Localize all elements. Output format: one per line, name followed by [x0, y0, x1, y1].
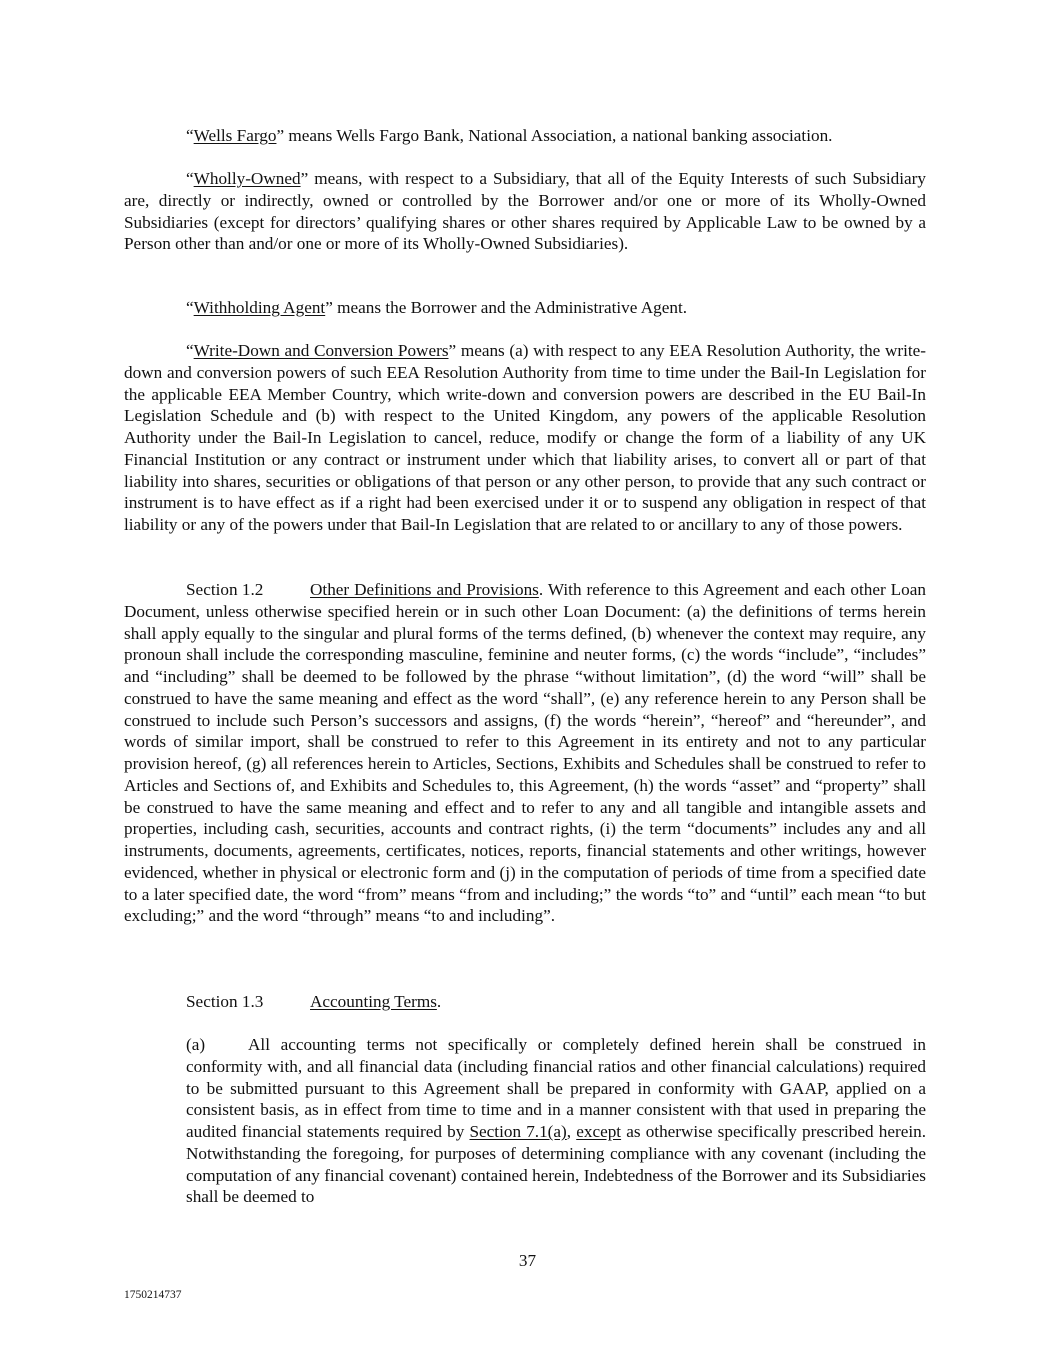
defined-term: Wholly-Owned: [193, 169, 301, 188]
section-title-suffix: .: [436, 992, 442, 1011]
section-text: . With reference to this Agreement and each other Loan Document, unless otherwise specified herein or in such other Loan Document: (a) the definitions of terms herein shall apply equally to the singular and plural forms of the terms defined, (b) whenever the context may require, any pronoun shall include the corresponding masculine, feminine and neuter forms, (c) the words “include”, “includes” and “including” shall be deemed to be followed by the phrase “without limitation”, (d) the word “will” shall be construed to have the same meaning and effect as the word “shall”, (e) any reference herein to any Person shall be construed to include such Person’s successors and assigns, (f) the words “herein”, “hereof” and “hereunder”, and words of similar import, shall be construed to refer to this Agreement in its entirety and not to any particular provision hereof, (g) all references herein to Articles, Sections, Exhibits and Schedules shall be construed to refer to Articles and Sections of, and Exhibits and Schedules to, this Agreement, (h) the words “asset” and “property” shall be construed to have the same meaning and effect and to refer to any and all tangible and intangible assets and properties, including cash, securities, accounts and contract rights, (i) the term “documents” includes any and all instruments, documents, agreements, certificates, notices, reports, financial statements and other writings, however evidenced, whether in physical or electronic form and (j) in the computation of periods of time from a specified date to a later specified date, the word “from” means “from and including;” the words “to” and “until” each mean “to but excluding;” and the word “through” means “to and including”.: [124, 580, 926, 926]
defined-term: Withholding Agent: [193, 298, 326, 317]
subsection-text-continued: as otherwise specifically prescribed herein. Notwithstanding the foregoing, for purposes of determining compliance with any covenant (including the computation of any financial covenant) contained herein, Indebtedness of the Borrower and its Subsidiaries shall be deemed to: [186, 1122, 927, 1207]
section-title: Accounting Terms: [310, 992, 437, 1011]
definition-text: means the Borrower and the Administrative Agent.: [332, 298, 688, 317]
definition-write-down-powers: “Write-Down and Conversion Powers” means (a) with respect to any EEA Resolution Authority, the write-down and conversion powers of such EEA Resolution Authority from time to time under the Bail-In Legislation for the applicable EEA Member Country, which write-down and conversion powers are described in the EU Bail-In Legislation Schedule and (b) with respect to the United Kingdom, any powers of the applicable Resolution Authority under the Bail-In Legislation to cancel, reduce, modify or change the form of a liability of any UK Financial Institution or any contract or instrument under which that liability arises, to convert all or part of that liability into shares, securities or obligations of that person or any other person, to provide that any such contract or instrument is to have effect as if a right had been exercised under it or to suspend any obligation in respect of that liability or any of the powers under that Bail-In Legislation that are related to or ancillary to any of those powers.: [124, 341, 926, 534]
subsection-text: All accounting terms not specifically or completely defined herein shall be construed in conformity with, and all financial data (including financial ratios and other financial calculations) required to be submitted pursuant to this Agreement shall be prepared in conformity with GAAP, applied on a consistent basis, as in effect from time to time and in a manner consistent with that used in preparing the audited financial statements required by: [186, 1035, 926, 1141]
section-number: Section 1.2: [186, 580, 264, 599]
defined-term: Wells Fargo: [193, 126, 277, 145]
section-title: Other Definitions and Provisions: [310, 580, 539, 599]
section-1-2: [124, 579, 926, 927]
section-number: Section 1.3: [186, 992, 264, 1011]
subsection-label: (a): [186, 1035, 206, 1054]
definition-wells-fargo: “Wells Fargo” means Wells Fargo Bank, National Association, a national banking association.: [186, 126, 833, 145]
page-number: 37: [518, 1251, 537, 1270]
definition-withholding-agent: “Withholding Agent” means the Borrower and the Administrative Agent.: [186, 298, 688, 317]
except-term: except: [576, 1122, 622, 1141]
comma: ,: [566, 1122, 572, 1141]
section-1-3-a: [186, 1034, 926, 1208]
definition-text: means Wells Fargo Bank, National Association, a national banking association.: [284, 126, 833, 145]
defined-term: Write-Down and Conversion Powers: [193, 341, 449, 360]
definition-wholly-owned: “Wholly-Owned” means, with respect to a Subsidiary, that all of the Equity Interests of such Subsidiary are, directly or indirectly, owned or controlled by the Borrower and/or one or more of its Wholly-Owned Subsidiaries (except for directors’ qualifying shares or other shares required by Applicable Law to be owned by a Person other than and/or one or more of its Wholly-Owned Subsidiaries).: [124, 169, 926, 254]
section-1-3-heading: [124, 991, 926, 1013]
section-reference-link[interactable]: Section 7.1(a): [469, 1122, 567, 1141]
document-id: 1750214737: [124, 1289, 182, 1301]
definition-text: means, with respect to a Subsidiary, that all of the Equity Interests of such Subsidiary are, directly or indirectly, owned or controlled by the Borrower and/or one or more of its Wholly-Owned Subsidiaries (except for directors’ qualifying shares or other shares required by Applicable Law to be owned by a Person other than and/or one or more of its Wholly-Owned Subsidiaries).: [124, 169, 926, 254]
definition-text: means (a) with respect to any EEA Resolution Authority, the write-down and conversion powers of such EEA Resolution Authority from time to time under the Bail-In Legislation for the applicable EEA Member Country, which write-down and conversion powers are described in the EU Bail-In Legislation Schedule and (b) with respect to the United Kingdom, any powers of the applicable Resolution Authority under the Bail-In Legislation to cancel, reduce, modify or change the form of a liability of any UK Financial Institution or any contract or instrument under which that liability arises, to convert all or part of that liability into shares, securities or obligations of that person or any other person, to provide that any such contract or instrument is to have effect as if a right had been exercised under it or to suspend any obligation in respect of that liability or any of the powers under that Bail-In Legislation that are related to or ancillary to any of those powers.: [124, 341, 926, 534]
